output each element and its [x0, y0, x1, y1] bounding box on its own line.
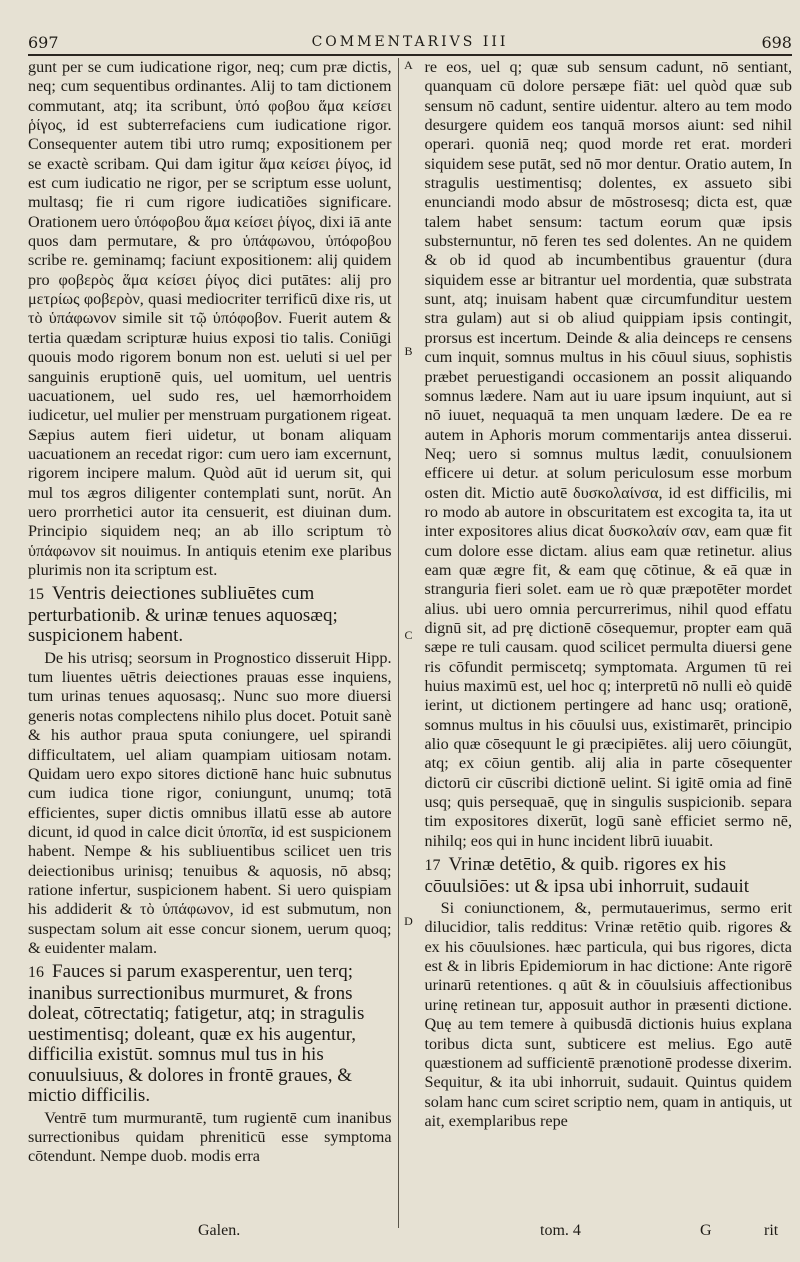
section-15-heading [28, 584, 392, 647]
left-paragraph-3: Ventrē tum murmurantē, tum rugientē cum inanibus surrectionibus quidam phreniticū esse symptoma cōtendunt. Nempe duob. modis erra [28, 1108, 392, 1166]
signature-mark: G [700, 1222, 712, 1239]
left-paragraph-1: gunt per se cum iudicatione rigor, neq; cum præ dictis, neq; cum sequentibus ordinantes. Alij to tam dictionem commutant, atq; ita scribunt, ὑπό φοβου ἅμα κείσει ῥίγος, id est subterrefaciens cum iudicatione rigor. Consequenter autem tibi utro rumq; expositionem per se exactè scribam. Qui dam igitur ἅμα κείσει ῥίγος, id est cum iudicatio ne rigor, per se scriptum esse uolunt, multasq; fie ri cum rigore iudicatiões significare. Orationem uero ὑπόφοβου ἅμα κείσει ῥίγος, dixi iā ante quos dam permutare, & pro ὑπάφωνου, ὑπόφοβου scribe re. geminamq; faciunt expositionem: alij quidem pro φοβερὸς ἅμα κείσει ῥίγος dici putātes: alij pro μετρίως φοβερὸν, quasi mediocriter terrificū dixe ris, ut τὸ ὑπάφωνον simile sit τῷ ὑπόφοβον. Fuerit autem & tertia quædam scripturæ huius exposi tio talis. Coniūgi quouis modo rigorem bonum non est. ueluti si uel per sanguinis eruptionē quis, uel uomitum, uel uentris uacuationem, uel sudo res, uel hæmorrhoidem iudicetur, uel mulier per menstruam purgationem rigeat. Sæpius autem fieri uidetur, ut bonam aliquam uacuationem an recedat rigor: cum uero iam excernunt, rigorem incipere malum. Quòd aūt id uerum sit, qui mul tos ægros diligenter contemplati sunt, norūt. An uero prorrhetici autor ita censuerit, est diuinan dum. Principio siquidem neq; an ab illo scriptum τὸ ὑπάφωνον sit nouimus. In antiquis etenim exe plaribus plurimis non ita scriptum est. [28, 58, 392, 579]
volume-mark: tom. 4 [540, 1222, 581, 1239]
right-page-number: 698 [761, 32, 792, 52]
margin-letter-a: A [404, 58, 413, 72]
section-17-text: Vrinæ detētio, & quib. rigores ex his cōuulsiōes: ut & ipsa ubi inhorruit, sudauit [424, 854, 750, 897]
margin-letter-b: B [404, 344, 413, 358]
page-footer [28, 1222, 792, 1246]
left-page-number: 697 [28, 32, 59, 52]
column-gutter [398, 58, 419, 1228]
section-16-text: Fauces si parum exasperentur, uen terq; inanibus surrectionibus murmuret, & frons doleat, cōtrectatiq; fatigetur, atq; in stragulis uestimentisq; doleant, quæ ex his augentur, difficilia existūt. somnus mul tus in his conuulsiuus, & dolores in frontē graues, & mictio difficilis. [28, 961, 365, 1107]
running-header [28, 30, 792, 54]
section-17-number: 17 [424, 857, 441, 875]
right-column [418, 58, 792, 1228]
text-columns [28, 58, 792, 1228]
left-column [28, 58, 398, 1228]
section-17-heading [424, 855, 792, 897]
left-paragraph-2: De his utrisq; seorsum in Prognostico disseruit Hipp. tum liuentes uētris deiectiones prauas esse inquiens, tum urinas tenues aquosasq;. Nunc suo more diuersi generis notas complectens nihilo plus docet. Potuit sanè & his author praua sputa coniungere, uel spirandi difficultatem, uel aliam quampiam uitiosam notam. Quidam uero expo sitores dictionē hanc huic subnutus cum iudica tione rigor, coniungunt, unumq; totā efficientes, super dictis omnibus illatū esse ab autore dicunt, id quod in calce dicit ὑποπῖα, id est suspicionem habent. Nempe & his subliuentibus scilicet uen tris deiectionibus urinisq; tenuibus & aquosis, nō absq; ratione infertur, suspicionem habent. Si uero quispiam his addiderit & τὸ ὑπάφωνον, id est submutum, non suspectam solum ait esse concur sionem, uerum quoq; & euidenter malam. [28, 648, 392, 957]
header-rule [28, 54, 792, 56]
right-paragraph-1: re eos, uel q; quæ sub sensum cadunt, nō sentiant, quanquam cū dolore persæpe fiāt: uel quòd quæ sub sensum nō cadunt, sentire uidentur. altero au tem modo desurgere quidem eos tanquā morsos aiunt: sed nihil operari. quoniā neq; quod morde ret erat. morderi siquidem sese putāt, sed nō mor dentur. Oratio autem, In stragulis uestimentisq; dolentes, ex assueto sibi enunciandi modo absur de mōstrosesq; dicta est, quæ talem habet sensum: tactum eorum quæ ipsis substernuntur, nō feren tes sed dolentes. An ne quidem & ob id quod ab incumbentibus grauentur (dura siquidem esse ar bitrantur uel mordentia, quæ substrata sunt, atq; inuisam habent quæ circumfunditur uestem stra gulam) aut si ob aliud quippiam ipsis contingit, prorsus est incertum. Deinde & alia deinceps re censens cum inquit, somnus multus in his cōuul siuus, sophistis præbet peruestigandi occasionem an possit aliquando somnus lædere. Nam aut iu uare ipsum inquiunt, aut si nō iuuet, nequaquā ta men unquam lædere. De ea re autem in Aphoris morum commentarijs antea disserui. Neq; uero si somnus multus lædit, conuulsionem efficere ui detur. at solum periculosum esse morbum osten dit. Mictio autē δυσκολαίνσα, id est difficilis, mi ro modo ab autore in obscuritatem est excogita ta, ita ut inter expositores alius dicat δυσκολαίν σαν, eam quæ fit cum dolore esse dictam. alius eam quæ retinetur. alius eam quæ ægre fit, & eam quę cōtinue, & eā quæ in stranguria fieri solet. eam ue rò quæ præpotēter mordet alius. ubi uero omnia percurrerimus, nihil quod effatu dignū sit, ad prę dictionē cōsequemur, propter eam quā sæpe re tuli causam. quod scilicet permulta diuersi gene ris cōfundit permiscetq; symptomata. Argumen tū rei huius maximū est, uel hoc q; interpretū nō nulli eò quidē ierint, ut dictionem pertingere ad hanc usq; orationē, somnus multus in his cōuulsi uus, existimarēt, principio alio quæ cōsequunt le gi præcipiētes. alij uero cōiungūt, atq; ex cōiun gentib. alij alia in parte cōsequenter dictorū cir cūscribi dictionē uelint. Si igitē omia ad finē usq; quis persequaē, quę in singulis suspicionib. separa tim expositores dixerūt, logū sanè efficiet sermo nē, nihilq; eos qui in hunc incident librū iuuabit. [424, 58, 792, 850]
catchword-left: Galen. [198, 1222, 241, 1239]
margin-letter-c: C [404, 628, 413, 642]
section-15-text: Ventris deiectiones subliuētes cum perturbationib. & urinæ tenues aquosæq; suspicionem habent. [28, 583, 338, 647]
section-15-number: 15 [28, 586, 44, 604]
margin-letter-d: D [404, 914, 413, 928]
section-16-heading [28, 962, 392, 1107]
catchword-right: rit [764, 1222, 779, 1239]
right-paragraph-2: Si coniunctionem, &, permutauerimus, sermo erit dilucidior, talis redditus: Vrinæ retētio quib. rigores & ex his cōuulsiones. hæc particula, qui bus rigores, dicta est & in libris Epidemiorum in hac dictione: Ante rigorē urinarū retentiones. q aūt & in cōuulsiuis affectionibus urinę retinean tur, apposuit author in præsenti dictione. Quę au tem temere à quibusdā dictionis huius explana toribus dicta sunt, subticere est melius. Ego autē quæstionem ad sufficientē prænotionē prodesse dixerim. Sequitur, & ita ubi inhorruit, sudauit. Quintus quidem solam hanc cum sciret scriptio nem, quam in antiquis, ut ait, exemplaribus repe [424, 899, 792, 1130]
section-16-number: 16 [28, 964, 44, 982]
running-title: COMMENTARIVS III [311, 34, 509, 50]
